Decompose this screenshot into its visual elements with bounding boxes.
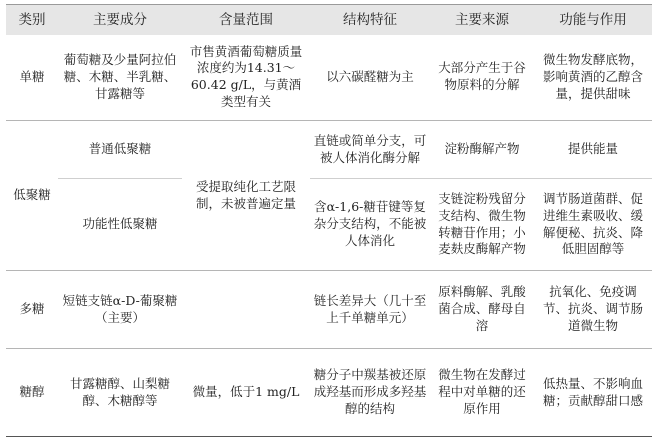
components-cell: 短链支链α-D-葡聚糖（主要） <box>58 271 182 349</box>
table-row <box>6 35 652 121</box>
components-cell: 甘露糖醇、山梨糖醇、木糖醇等 <box>58 349 182 437</box>
category-cell: 多糖 <box>6 271 58 349</box>
content-cell: 微量，低于1 mg/L <box>182 349 310 437</box>
structure-cell: 以六碳醛糖为主 <box>326 68 414 84</box>
structure-cell: 糖分子中羰基被还原成羟基而形成多羟基醇的结构 <box>310 349 430 437</box>
category-cell: 单糖 <box>19 68 45 84</box>
header-source: 主要来源 <box>455 11 509 28</box>
sugar-composition-table <box>6 4 652 437</box>
components-cell: 功能性低聚糖 <box>58 179 182 271</box>
header-content: 含量范围 <box>219 11 273 28</box>
header-components: 主要成分 <box>93 11 147 28</box>
content-cell: 市售黄酒葡萄糖质量浓度约为14.31～60.42 g/L，与黄酒类型有关 <box>189 43 303 110</box>
table-row <box>6 179 652 271</box>
source-cell: 原料酶解、乳酸菌合成、酵母自溶 <box>430 271 534 349</box>
function-cell: 微生物发酵底物，影响黄酒的乙醇含量，提供甜味 <box>542 51 643 101</box>
source-cell: 淀粉酶解产物 <box>430 121 534 179</box>
content-cell: 受提取纯化工艺限制，未被普遍定量 <box>182 121 310 271</box>
function-cell: 抗氧化、免疫调节、抗炎、调节肠道微生物 <box>534 271 652 349</box>
function-cell: 低热量、不影响血糖；贡献醇甜口感 <box>534 349 652 437</box>
content-cell <box>182 271 310 349</box>
table-row <box>6 121 652 179</box>
source-cell: 大部分产生于谷物原料的分解 <box>438 60 526 93</box>
source-cell: 支链淀粉残留分支结构、微生物转糖苷作用；小麦麸皮酶解产物 <box>430 179 534 271</box>
structure-cell: 直链或简单分支，可被人体消化酶分解 <box>310 121 430 179</box>
table-header-row <box>6 5 652 35</box>
category-cell: 糖醇 <box>6 349 58 437</box>
function-cell: 提供能量 <box>534 121 652 179</box>
header-structure: 结构特征 <box>343 11 397 28</box>
components-cell: 普通低聚糖 <box>58 121 182 179</box>
table-row <box>6 349 652 437</box>
function-cell: 调节肠道菌群、促进维生素吸收、缓解便秘、抗炎、降低胆固醇等 <box>534 179 652 271</box>
category-cell: 低聚糖 <box>6 121 58 271</box>
structure-cell: 含α-1,6-糖苷键等复杂分支结构，不能被人体消化 <box>310 179 430 271</box>
components-cell: 葡萄糖及少量阿拉伯糖、木糖、半乳糖、甘露糖等 <box>63 51 177 101</box>
structure-cell: 链长差异大（几十至上千单糖单元） <box>310 271 430 349</box>
header-function: 功能与作用 <box>559 11 627 28</box>
header-category: 类别 <box>18 11 46 28</box>
source-cell: 微生物在发酵过程中对单糖的还原作用 <box>430 349 534 437</box>
table-row <box>6 271 652 349</box>
